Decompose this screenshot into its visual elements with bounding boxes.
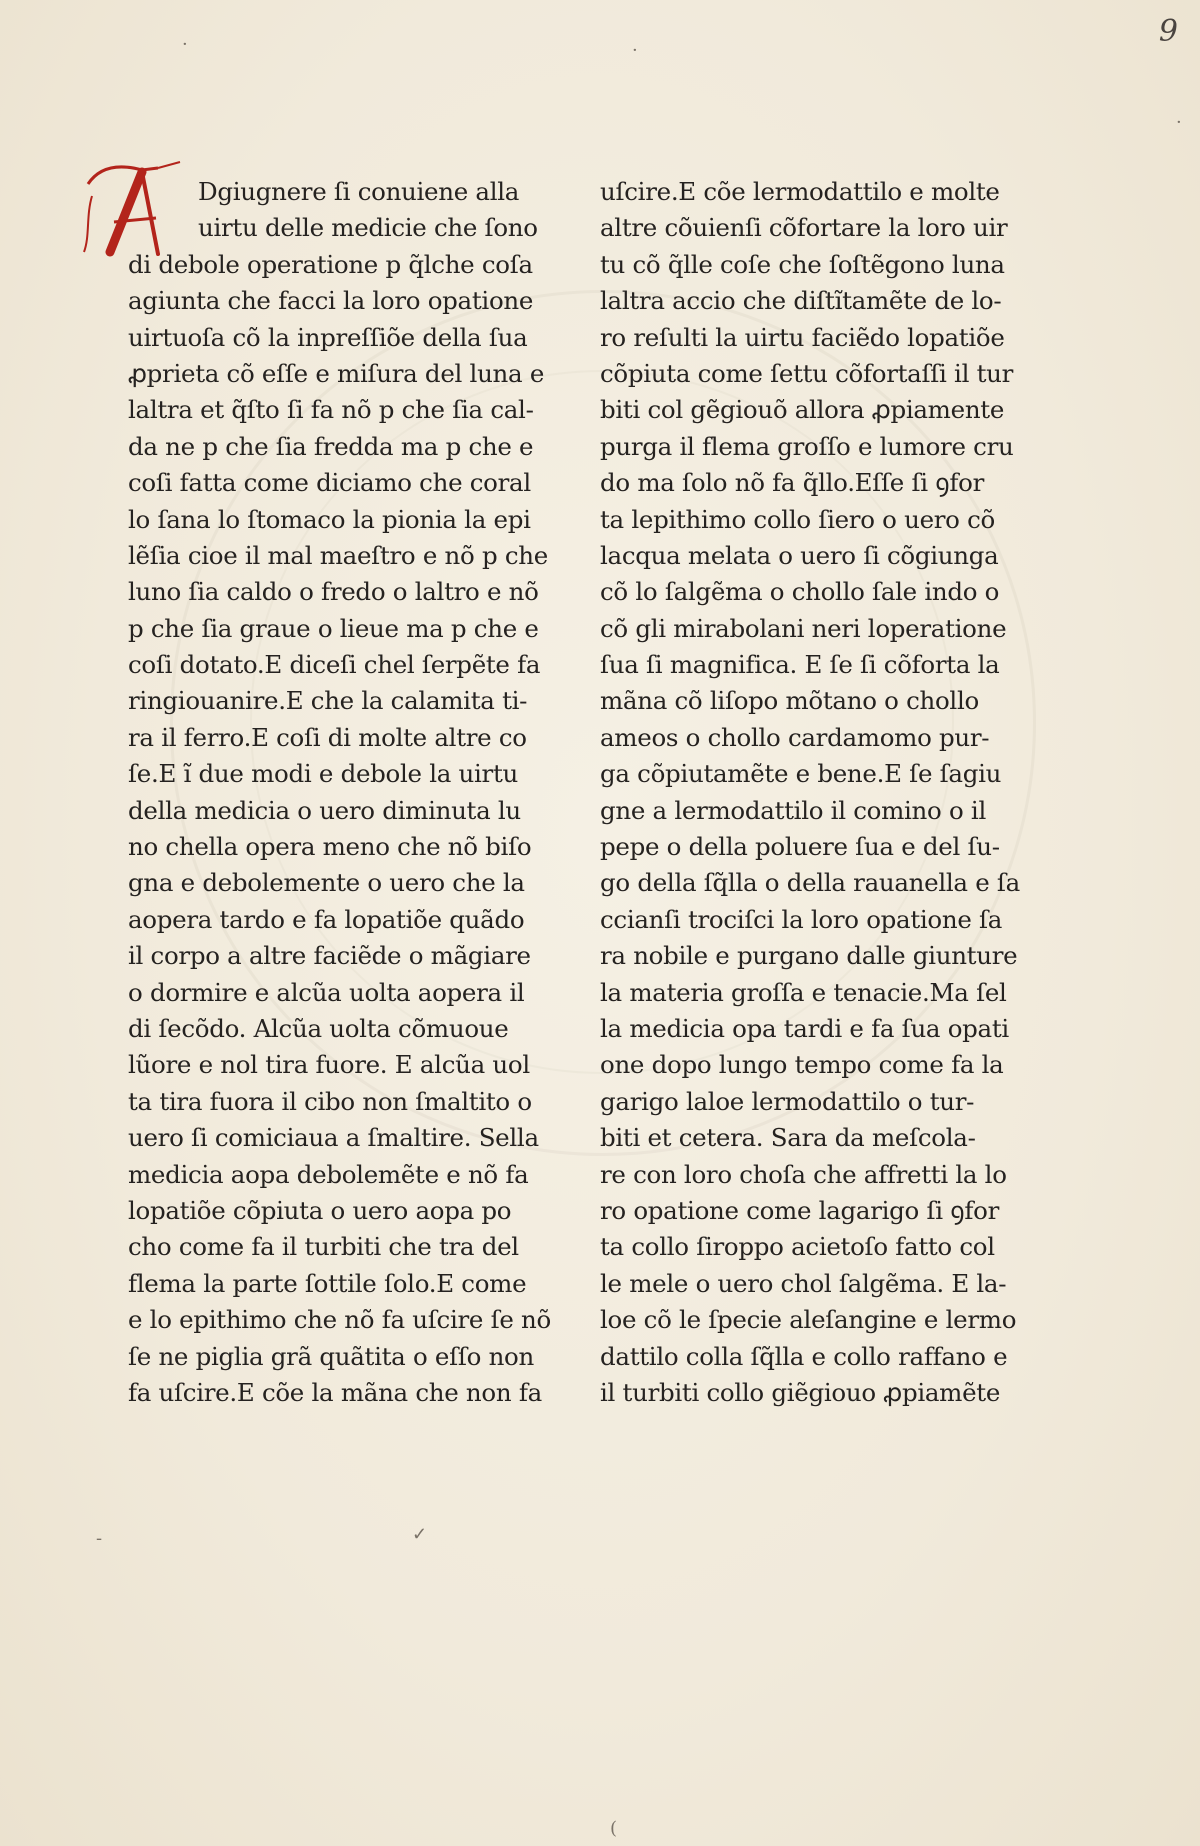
text-line: il corpo a altre faciẽde o mãgiare [128, 941, 531, 971]
text-line: della medicia o uero diminuta lu [128, 795, 521, 825]
text-line: do ma ſolo nõ fa q̃llo.Eſſe ſi ꝯfor [600, 468, 984, 498]
text-line: ameos o chollo cardamomo pur- [600, 722, 990, 752]
text-line: ta lepithimo collo ſiero o uero cõ [600, 504, 995, 534]
text-line: coſi dotato.E diceſi chel ſerpẽte fa [128, 650, 541, 680]
text-line: il turbiti collo giẽgiouo ꝓpiamẽte [600, 1377, 1001, 1407]
text-line: ſe.E ĩ due modi e debole la uirtu [128, 759, 518, 789]
text-line: lo ſana lo ſtomaco la pionia la epi [128, 504, 531, 534]
text-line: ringiouanire.E che la calamita ti- [128, 686, 528, 716]
text-line: uirtu delle medicie che ſono [198, 213, 538, 243]
text-line: ro reſulti la uirtu faciẽdo lopatiõe [600, 322, 1005, 352]
text-line: ra nobile e purgano dalle giunture [600, 941, 1018, 971]
text-line: cõpiuta come ſettu cõfortaſſi il tur [600, 358, 1014, 388]
text-line: one dopo lungo tempo come fa la [600, 1050, 1004, 1080]
paper-speck: · [1176, 112, 1182, 133]
text-line: laltra accio che diſtĩtamẽte de lo- [600, 286, 1002, 316]
text-line: p che ſia graue o lieue ma p che e [128, 613, 539, 643]
text-line: e lo epithimo che nõ fa uſcire ſe nõ [128, 1305, 551, 1335]
paper-speck: ( [610, 1818, 618, 1839]
text-line: la materia groſſa e tenacie.Ma ſel [600, 977, 1007, 1007]
text-line: agiunta che facci la loro opatione [128, 286, 534, 316]
text-line: flema la parte ſottile ſolo.E come [128, 1268, 527, 1298]
text-line: cho come fa il turbiti che tra del [128, 1232, 519, 1262]
text-line: cõ lo ſalgẽma o chollo ſale indo o [600, 577, 1000, 607]
text-line: loe cõ le ſpecie aleſangine e lermo [600, 1305, 1017, 1335]
text-line: biti col gẽgiouõ allora ꝓpiamente [600, 395, 1005, 425]
text-line: coſi fatta come diciamo che coral [128, 468, 531, 498]
text-line: da ne p che ſia fredda ma p che e [128, 431, 534, 461]
text-line: laltra et q̃ſto ſi fa nõ p che ſia cal- [128, 395, 534, 425]
text-line: dattilo colla ſq̃lla e collo raffano e [600, 1341, 1008, 1371]
text-line: purga il flema groſſo e lumore cru [600, 431, 1014, 461]
text-column-left [128, 174, 551, 1411]
text-line: ccianſi trociſci la loro opatione ſa [600, 904, 1003, 934]
text-line: uirtuoſa cõ la inpreſſiõe della ſua [128, 322, 528, 352]
text-line: Dgiugnere ſi conuiene alla [198, 177, 520, 206]
text-column-right [600, 174, 1020, 1411]
text-line: medicia aopa debolemẽte e nõ fa [128, 1159, 529, 1189]
paper-speck: ✓ [412, 1524, 428, 1545]
paper-speck: · [182, 34, 188, 55]
paper-speck: - [96, 1528, 103, 1549]
text-line: lẽſia cioe il mal maeſtro e nõ p che [128, 540, 548, 570]
text-line: la medicia opa tardi e fa ſua opati [600, 1013, 1009, 1043]
text-line: ta collo ſiroppo acietoſo fatto col [600, 1232, 995, 1262]
text-line: le mele o uero chol ſalgẽma. E la- [600, 1268, 1007, 1298]
text-line: biti et cetera. Sara da meſcola- [600, 1123, 976, 1153]
text-line: garigo laloe lermodattilo o tur- [600, 1086, 975, 1116]
text-line: cõ gli mirabolani neri loperatione [600, 613, 1007, 643]
text-line: re con loro choſa che affretti la lo [600, 1159, 1007, 1189]
text-line: o dormire e alcũa uolta aopera il [128, 977, 525, 1007]
text-line: fa uſcire.E cõe la mãna che non fa [128, 1377, 542, 1407]
text-line: gne a lermodattilo il comino o il [600, 795, 986, 825]
text-line: lopatiõe cõpiuta o uero aopa po [128, 1195, 512, 1225]
text-line: ro opatione come lagarigo ſi ꝯfor [600, 1195, 999, 1225]
text-line: gna e debolemente o uero che la [128, 868, 525, 898]
text-line: mãna cõ liſopo mõtano o chollo [600, 686, 979, 716]
paper-speck: · [632, 40, 638, 61]
text-line: ſe ne piglia grã quãtita o eſſo non [128, 1341, 534, 1371]
text-line: altre cõuienſi cõfortare la loro uir [600, 213, 1008, 243]
text-line: lacqua melata o uero ſi cõgiunga [600, 540, 999, 570]
text-line: uero ſi comiciaua a ſmaltire. Sella [128, 1123, 539, 1153]
text-line: ta tira fuora il cibo non ſmaltito o [128, 1086, 532, 1116]
folio-number: 9 [1158, 14, 1178, 49]
text-line: no chella opera meno che nõ biſo [128, 832, 532, 862]
text-line: ga cõpiutamẽte e bene.E ſe ſagiu [600, 759, 1002, 789]
text-line: lũore e nol tira fuore. E alcũa uol [128, 1050, 530, 1080]
text-line: di debole operatione p q̃lche coſa [128, 249, 533, 279]
text-line: uſcire.E cõe lermodattilo e molte [600, 177, 1000, 206]
text-line: luno ſia caldo o fredo o laltro e nõ [128, 577, 539, 607]
text-line: tu cõ q̃lle coſe che ſoſtẽgono luna [600, 249, 1005, 279]
text-line: ſua ſi magnifica. E ſe ſi cõforta la [600, 650, 1000, 680]
text-line: go della ſq̃lla o della rauanella e ſa [600, 868, 1020, 898]
text-line: di ſecõdo. Alcũa uolta cõmuoue [128, 1013, 509, 1043]
text-line: aopera tardo e fa lopatiõe quãdo [128, 904, 525, 934]
text-line: pepe o della poluere ſua e del ſu- [600, 832, 1000, 862]
text-line: ꝓprieta cõ eſſe e miſura del luna e [128, 358, 545, 388]
text-line: ra il ferro.E coſi di molte altre co [128, 722, 527, 752]
